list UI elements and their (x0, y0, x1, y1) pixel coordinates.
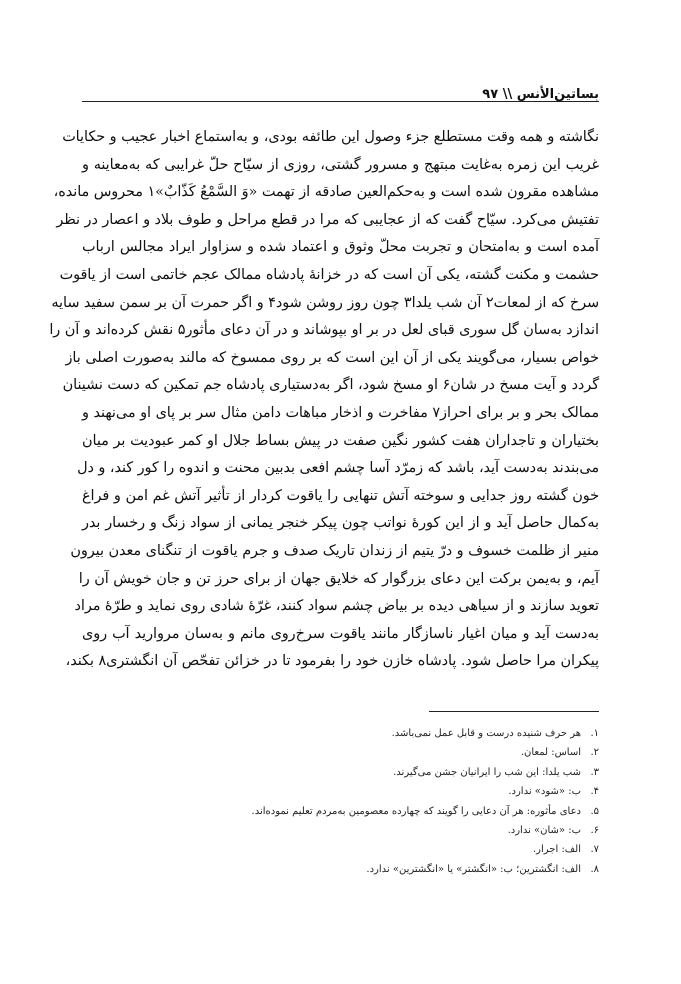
body-line: به‌دست آید و میان اغیار ناسازگار مانند یاقوت سرخ‌روی مانم و به‌سان مروارید آب روی (82, 625, 599, 642)
body-line: به‌کمال حاصل آید و از این کورهٔ نواتب چون پیکر خنجر یمانی از سواد زنگ و رخسار بدر (82, 515, 599, 532)
body-line: منیر از ظلمت خسوف و درّ یتیم از زندان تاریک صدف و جرم یاقوت از تنگنای معدن بیرون (70, 542, 599, 559)
body-line: خواص بسیار، می‌گویند یکی از آن این است که بر روی ممسوخ که مالند به‌صورت اصلی باز (65, 349, 599, 366)
footnote-number: ۳. (590, 766, 599, 778)
body-line: غریب این زمره به‌غایت مبتهج و مسرور گشتی، روزی از سیّاح حلّ غرایبی که به‌معاینه و (82, 156, 599, 173)
footnote-number: ۵. (590, 805, 599, 817)
body-line: ممالک بحر و بر برای احراز۷ مفاخرت و اذخار مباهات دامن مثال سر بر پای او می‌نهند و (82, 404, 599, 421)
body-line: می‌بندند به‌دست آید، باشد که زمرّد آسا چشم افعی بدبین محنت و اندوه را کور کند، و دل (77, 460, 599, 477)
footnote (120, 782, 599, 801)
body-text (49, 124, 599, 676)
body-line: پیکران مرا حاصل شود. پادشاه خازن خود را بفرمود تا در خزائن تفحّص آن انگشتری۸ بکند، (65, 653, 599, 670)
body-line: بختیاران و تاجداران هفت کشور نگین صفت در پیش بساط جلال او کمر عبودیت بر میان (82, 432, 599, 449)
footnote-text: اساس: لمعان. (520, 747, 581, 759)
footnote (120, 840, 599, 859)
body-line: حشمت و مکنت گشته، یکی آن است که در خزانهٔ پادشاه ممالک عجم خاتمی است از یاقوت (59, 266, 599, 283)
body-line: نگاشته و همه وقت مستطلع جزء وصول این طائفه بودی، و به‌استماع اخبار عجیب و حکایات (62, 129, 599, 145)
footnote (120, 821, 599, 840)
footnote-number: ۱. (590, 728, 599, 739)
footnote-rule (429, 711, 599, 712)
footnote-text: شب یلدا: این شب را ایرانیان جشن می‌گیرند. (393, 766, 581, 778)
page-header (82, 78, 599, 102)
body-line: تفتیش می‌کرد. سیّاح گفت که از عجایبی که مرا در قطع مراحل و طوف بلاد و اعصار در نظر (56, 211, 599, 228)
header-rule (82, 101, 599, 102)
footnote-text: الف: اجرار. (533, 844, 581, 856)
body-line: مشاهده مقرون شده است و به‌حکم‌العین صادقه از تهمت «وَ السَّمْعُ کَذّابٌ»۱ محروس مانده، (53, 184, 599, 201)
footnote-number: ۲. (590, 747, 599, 759)
footnote (120, 763, 599, 782)
body-line: سرخ که از لمعات۲ آن شب یلدا۳ چون روز روشن شود۴ و اگر حمرت آن بر سمن سفید سایه (51, 294, 599, 311)
footnote-text: هر حرف شنیده درست و قابل عمل نمی‌باشد. (391, 728, 581, 739)
footnote-number: ۴. (590, 786, 599, 798)
body-line: گردد و آیت مسخ در شان۶ او مسخ شود، اگر به‌دستیاری پادشاه جم تمکین که دست نشینان (62, 377, 599, 394)
footnote-number: ۸. (590, 863, 599, 875)
footnote-number: ۷. (590, 844, 599, 856)
body-line: آمده است و به‌امتحان و تجربت محلّ وثوق و اعتماد شده و سزاوار ایراد مجالس ارباب (82, 239, 599, 256)
footnote (120, 743, 599, 762)
footnote (120, 724, 599, 743)
footnote (120, 802, 599, 821)
footnote-text: دعای مأثوره: هر آن دعایی را گویند که چهارده معصومین به‌مردم تعلیم نموده‌اند. (251, 805, 581, 817)
running-head: بساتین‌الأنس \\ ۹۷ (482, 87, 599, 102)
footnote (120, 860, 599, 879)
footnote-text: ب: «شان» ندارد. (507, 825, 581, 837)
body-line: اندازد به‌سان گل سوری قبای لعل در بر او بپوشاند و در آن دعای مأثور۵ نقش کرده‌اند و آن را (49, 322, 599, 339)
body-line: خون گشته روز جدایی و سوخته آتش تنهایی را یاقوت کردار از تأثیر آتش غم امن و فراغ (82, 487, 599, 504)
footnote-text: ب: «شود» ندارد. (508, 786, 581, 798)
footnotes (120, 724, 599, 879)
footnote-number: ۶. (590, 825, 599, 837)
body-line: تعوید سازند و از سیاهی دیده بر بیاض چشم سواد کنند، غرّهٔ شادی روی نماید و طرّهٔ مراد (74, 598, 599, 615)
footnote-text: الف: انگشترین؛ ب: «انگشتر» یا «انگشترین» ندارد. (366, 863, 581, 875)
body-line: آیم، و به‌یمن برکت این دعای بزرگوار که خلایق جهان از برای حرز تن و جان خویش آن را (78, 570, 599, 587)
